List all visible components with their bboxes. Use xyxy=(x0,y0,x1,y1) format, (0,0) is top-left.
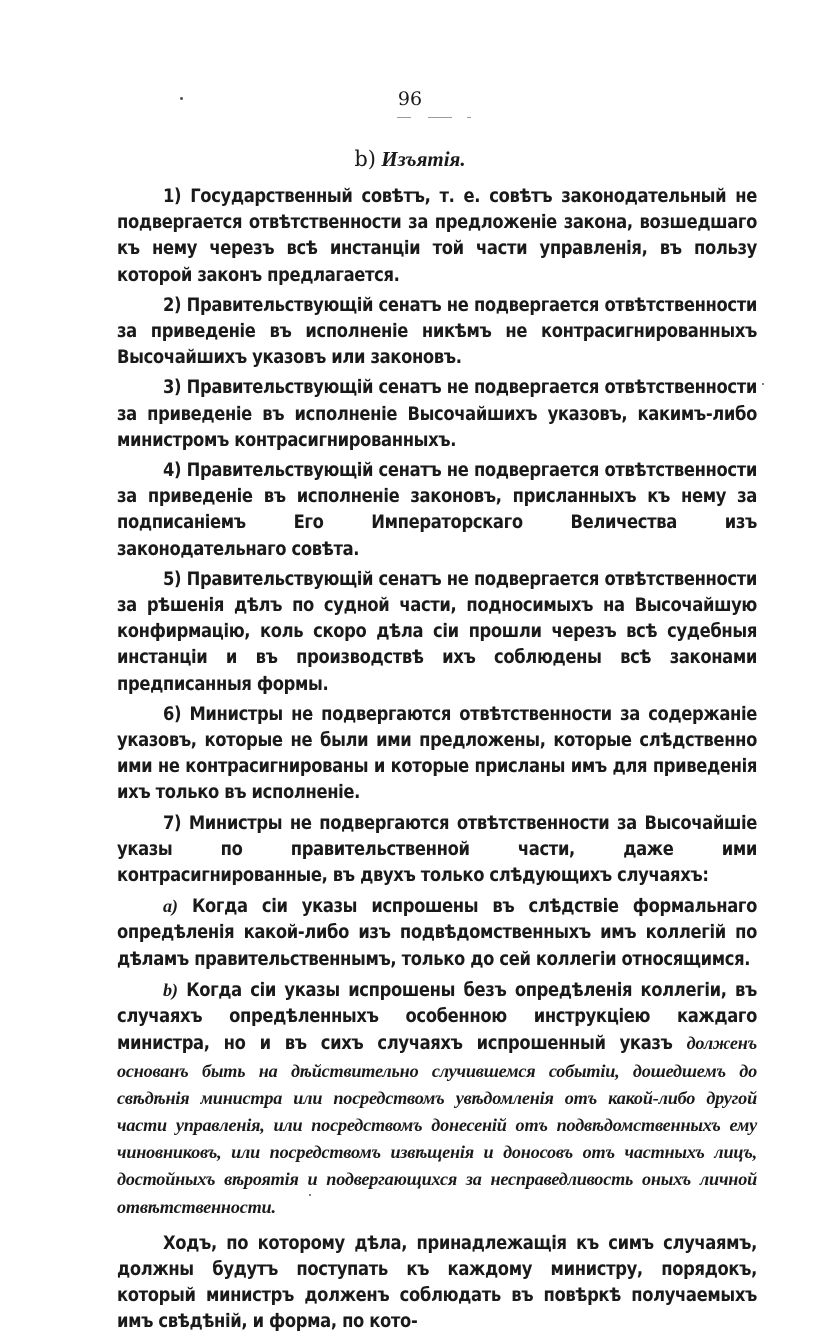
paragraph-marker: a) xyxy=(163,896,178,917)
section-title: Изъятія. xyxy=(381,147,466,171)
subparagraph-b xyxy=(117,977,757,1221)
paragraph-2 xyxy=(117,293,757,372)
page-number-rule-right xyxy=(467,117,471,118)
paragraph-marker: b) xyxy=(163,979,178,1000)
paragraph-marker: 2) xyxy=(163,294,182,316)
paragraph-text: Министры не подвергаются отвѣтственности за содержаніе указовъ, которые не были ими предложены, которые слѣдственно ими не контрасигнированы и которые присланы имъ для приведенія ихъ только въ исполненіе. xyxy=(117,703,757,804)
paragraph-text: Ходъ, по которому дѣла, принадлежащія къ симъ случаямъ, должны будутъ поступать къ каждому министру, порядокъ, который министръ долженъ соблюдать въ повѣркѣ получаемыхъ имъ свѣдѣній, и форма, по кото- xyxy=(117,1232,757,1333)
paragraph-7 xyxy=(117,811,757,890)
paragraph-marker: 5) xyxy=(163,568,182,590)
section-heading xyxy=(0,147,820,172)
paragraph-marker: 4) xyxy=(163,460,182,482)
paragraph-6 xyxy=(117,702,757,807)
paragraph-text: Когда сіи указы испрошены безъ опредѣленія коллегіи, въ случаяхъ опредѣленныхъ особенною инструкціею каждаго министра, но и въ сихъ случаяхъ испрошенный указъ xyxy=(117,979,758,1055)
paragraph-5 xyxy=(117,567,757,698)
paragraph-text: Правительствующій сенатъ не подвергается отвѣтственности за приведеніе въ исполненіе Высочайшихъ указовъ, какимъ-либо министромъ контрасигнированныхъ. xyxy=(117,377,757,451)
paragraph-text: Когда сіи указы испрошены въ слѣдствіе формальнаго опредѣленія какой-либо изъ подвѣдомственныхъ имъ коллегій по дѣламъ правительственнымъ, только до сей коллегіи относящимся. xyxy=(117,896,757,970)
paragraph-text: Государственный совѣтъ, т. е. совѣтъ законодательный не подвергается отвѣтственности за предложеніе закона, возшедшаго къ нему черезъ всѣ инстанціи той части управленія, въ пользу которой законъ предлагается. xyxy=(117,186,758,286)
page-number-rule-center xyxy=(428,117,452,118)
paragraph-continuation xyxy=(117,1231,757,1336)
paragraph-text: Министры не подвергаются отвѣтственности за Высочайшіе указы по правительственной части, даже ими контрасигнированные, въ двухъ только слѣдующихъ случаяхъ: xyxy=(117,812,757,887)
paragraph-text: Правительствующій сенатъ не подвергается отвѣтственности за рѣшенія дѣлъ по судной части, подносимыхъ на Высочайшую конфирмацію, коль скоро дѣла сіи прошли черезъ всѣ судебныя инстанціи и въ производствѣ ихъ соблюдены всѣ законами предписанныя формы. xyxy=(117,568,757,695)
subparagraph-a xyxy=(117,893,757,973)
paragraph-italic-text: долженъ основанъ быть на дѣйствительно случившемся событіи, дошедшемъ до свѣдѣнія министра или посредствомъ увѣдомленія отъ какой-либо другой части управленія, или посредствомъ донесеній отъ подвѣдомственныхъ ему чиновниковъ, или посредствомъ извѣщенія и доносовъ отъ частныхъ лицъ, достойныхъ вѣроятія и подвергающихся за несправедливость оныхъ личной отвѣтственности. xyxy=(117,1033,757,1217)
scan-speck-bottom xyxy=(309,1194,311,1196)
paragraph-text: Правительствующій сенатъ не подвергается отвѣтственности за приведеніе въ исполненіе никѣмъ не контрасигнированныхъ Высочайшихъ указовъ или законовъ. xyxy=(117,294,757,369)
paragraph-marker: 1) xyxy=(163,186,182,207)
scan-speck-right xyxy=(762,383,764,385)
paragraph-marker: 7) xyxy=(163,812,182,834)
body-text xyxy=(117,184,757,1340)
paragraph-4 xyxy=(117,458,757,563)
section-label: b) xyxy=(354,147,376,171)
paragraph-3 xyxy=(117,375,757,454)
paragraph-marker: 6) xyxy=(163,703,182,725)
paragraph-marker: 3) xyxy=(163,377,182,399)
page-number: 96 xyxy=(397,88,423,110)
paragraph-1 xyxy=(117,184,757,289)
page-number-rule-left xyxy=(397,117,411,118)
paragraph-text: Правительствующій сенатъ не подвергается отвѣтственности за приведеніе въ исполненіе законовъ, присланныхъ къ нему за подписаніемъ Его Императорскаго Величества изъ законодательнаго совѣта. xyxy=(117,460,757,560)
